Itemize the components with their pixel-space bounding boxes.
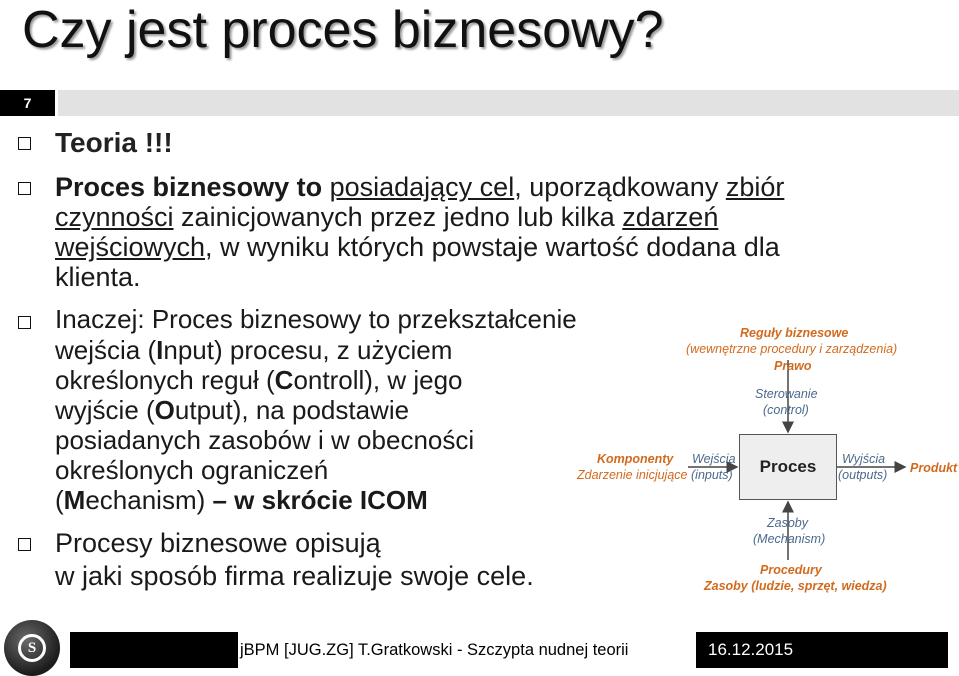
definition-line-2: czynności zainicjowanych przez jedno lub kilka zdarzeń — [55, 202, 719, 232]
bullet-theory: Teoria !!! — [55, 127, 173, 158]
inputs-sub: (inputs) — [691, 468, 733, 482]
control-label: Sterowanie — [755, 387, 818, 401]
definition-line-1: Proces biznesowy to posiadający cel, uporządkowany zbiór — [55, 172, 785, 202]
mechanism-sub: (Mechanism) — [753, 532, 826, 546]
icom-line-2: wejścia (Input) procesu, z użyciem — [55, 335, 453, 365]
business-rules-label: Reguły biznesowe — [740, 326, 849, 340]
components-label: Komponenty — [597, 452, 674, 466]
logo-icon — [4, 620, 60, 676]
inputs-label: Wejścia — [692, 452, 736, 466]
law-label: Prawo — [774, 359, 812, 373]
summary-line-1: Procesy biznesowe opisują — [55, 528, 381, 558]
icom-line-1: Inaczej: Proces biznesowy to przekształcenie — [55, 304, 577, 334]
icom-line-7: (Mechanism) – w skrócie ICOM — [55, 485, 428, 515]
resources-label: Zasoby (ludzie, sprzęt, wiedza) — [704, 579, 887, 593]
procedures-label: Procedury — [760, 563, 822, 577]
icom-line-3: określonych reguł (Controll), w jego — [55, 365, 463, 395]
outputs-sub: (outputs) — [838, 468, 888, 482]
icom-line-6: określonych ograniczeń — [55, 455, 329, 485]
product-label: Produkt — [910, 461, 958, 475]
logo-letter: S — [18, 634, 46, 662]
summary-line-2: w jaki sposób firma realizuje swoje cele. — [55, 561, 534, 591]
slide-title: Czy jest proces biznesowy? — [22, 1, 664, 59]
control-sub: (control) — [763, 403, 809, 417]
outputs-label: Wyjścia — [842, 452, 886, 466]
footer-bar-left — [70, 632, 238, 668]
mechanism-label: Zasoby — [767, 516, 808, 530]
definition-line-3: wejściowych, w wyniku których powstaje wartość dodana dla — [55, 232, 780, 262]
slide-number: 7 — [0, 90, 55, 116]
footer-text: jBPM [JUG.ZG] T.Gratkowski - Szczypta nudnej teorii — [240, 641, 629, 659]
icom-line-5: posiadanych zasobów i w obecności — [55, 425, 475, 455]
business-rules-sub: (wewnętrzne procedury i zarządzenia) — [686, 342, 898, 356]
icom-line-4: wyjście (Output), na podstawie — [55, 395, 410, 425]
footer-date: 16.12.2015 — [696, 632, 948, 668]
process-box: Proces — [739, 434, 837, 500]
definition-line-4: klienta. — [55, 262, 141, 292]
initiating-event-label: Zdarzenie inicjujące — [577, 468, 688, 482]
